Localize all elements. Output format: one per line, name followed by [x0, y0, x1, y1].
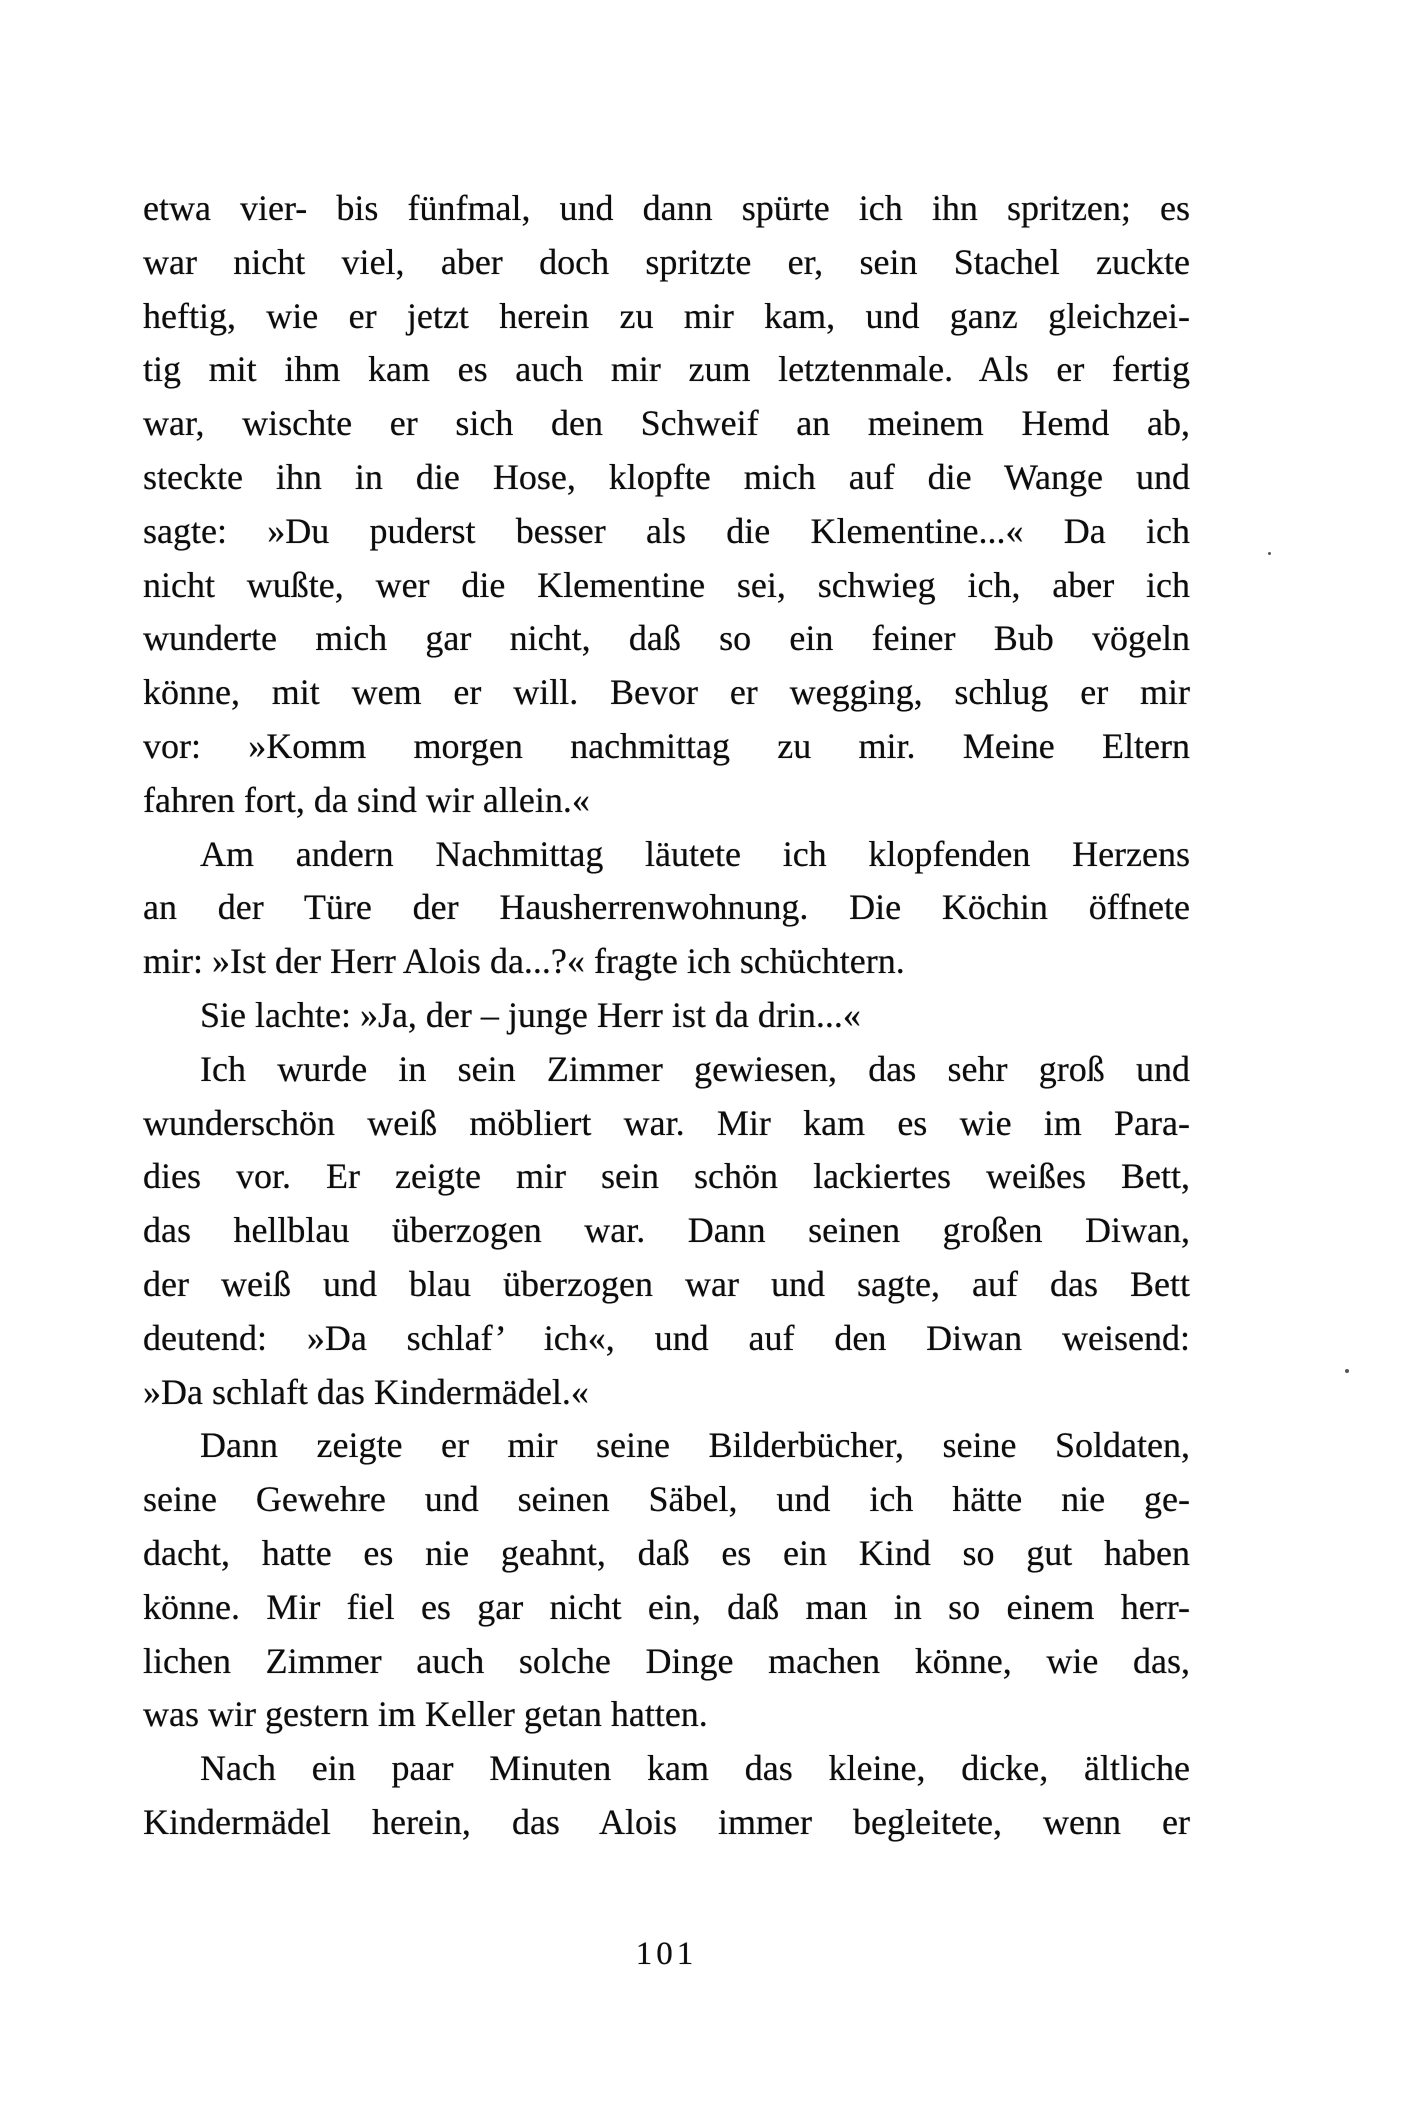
text-line: wunderte mich gar nicht, daß so ein feiner Bub vögeln	[143, 618, 1190, 659]
paragraph	[143, 182, 1190, 828]
text-line: Am andern Nachmittag läutete ich klopfenden Herzens	[200, 833, 1190, 874]
text-line: könne. Mir fiel es gar nicht ein, daß man in so einem herr-	[143, 1586, 1190, 1627]
text-line: etwa vier- bis fünfmal, und dann spürte ich ihn spritzen; es	[143, 188, 1190, 228]
paragraph	[143, 828, 1190, 989]
text-line: steckte ihn in die Hose, klopfte mich auf die Wange und	[143, 456, 1190, 497]
text-line: Dann zeigte er mir seine Bilderbücher, seine Soldaten,	[200, 1425, 1190, 1466]
paragraph	[143, 1043, 1190, 1420]
text-line: heftig, wie er jetzt herein zu mir kam, und ganz gleichzei-	[143, 295, 1190, 336]
text-line: das hellblau überzogen war. Dann seinen großen Diwan,	[143, 1210, 1190, 1251]
text-line: nicht wußte, wer die Klementine sei, schwieg ich, aber ich	[143, 564, 1190, 605]
text-line: Ich wurde in sein Zimmer gewiesen, das sehr groß und	[200, 1048, 1190, 1089]
text-line: tig mit ihm kam es auch mir zum letztenmale. Als er fertig	[143, 349, 1190, 390]
text-line: könne, mit wem er will. Bevor er wegging, schlug er mir	[143, 672, 1190, 713]
text-line: Kindermädel herein, das Alois immer begleitete, wenn er	[143, 1801, 1190, 1842]
text-line: war, wischte er sich den Schweif an meinem Hemd ab,	[143, 403, 1190, 444]
paragraph	[143, 1419, 1190, 1742]
text-line: der weiß und blau überzogen war und sagte, auf das Bett	[143, 1263, 1190, 1304]
text-line: was wir gestern im Keller getan hatten.	[143, 1694, 708, 1735]
text-line: an der Türe der Hausherrenwohnung. Die Köchin öffnete	[143, 887, 1190, 928]
text-line: dies vor. Er zeigte mir sein schön lackiertes weißes Bett,	[143, 1156, 1190, 1197]
page-number: 101	[635, 1936, 698, 1972]
text-line: mir: »Ist der Herr Alois da...?« fragte ich schüchtern.	[143, 941, 905, 982]
text-line: Sie lachte: »Ja, der – junge Herr ist da drin...«	[200, 994, 861, 1035]
text-line: lichen Zimmer auch solche Dinge machen könne, wie das,	[143, 1640, 1190, 1681]
text-line: vor: »Komm morgen nachmittag zu mir. Meine Eltern	[143, 725, 1190, 766]
text-line: »Da schlaft das Kindermädel.«	[143, 1371, 589, 1412]
page-text	[143, 182, 1190, 1850]
text-line: wunderschön weiß möbliert war. Mir kam es wie im Para-	[143, 1102, 1190, 1143]
scan-speck	[1268, 552, 1271, 555]
text-line: war nicht viel, aber doch spritzte er, sein Stachel zuckte	[143, 241, 1190, 282]
scan-speck	[1345, 1369, 1349, 1373]
text-line: sagte: »Du puderst besser als die Klementine...« Da ich	[143, 510, 1190, 551]
paragraph	[143, 1742, 1190, 1850]
text-line: fahren fort, da sind wir allein.«	[143, 779, 590, 820]
text-line: dacht, hatte es nie geahnt, daß es ein Kind so gut haben	[143, 1532, 1190, 1573]
text-line: Nach ein paar Minuten kam das kleine, dicke, ältliche	[200, 1748, 1190, 1789]
text-line: deutend: »Da schlaf’ ich«, und auf den Diwan weisend:	[143, 1317, 1190, 1358]
text-line: seine Gewehre und seinen Säbel, und ich hätte nie ge-	[143, 1479, 1190, 1520]
paragraph	[143, 989, 1190, 1043]
